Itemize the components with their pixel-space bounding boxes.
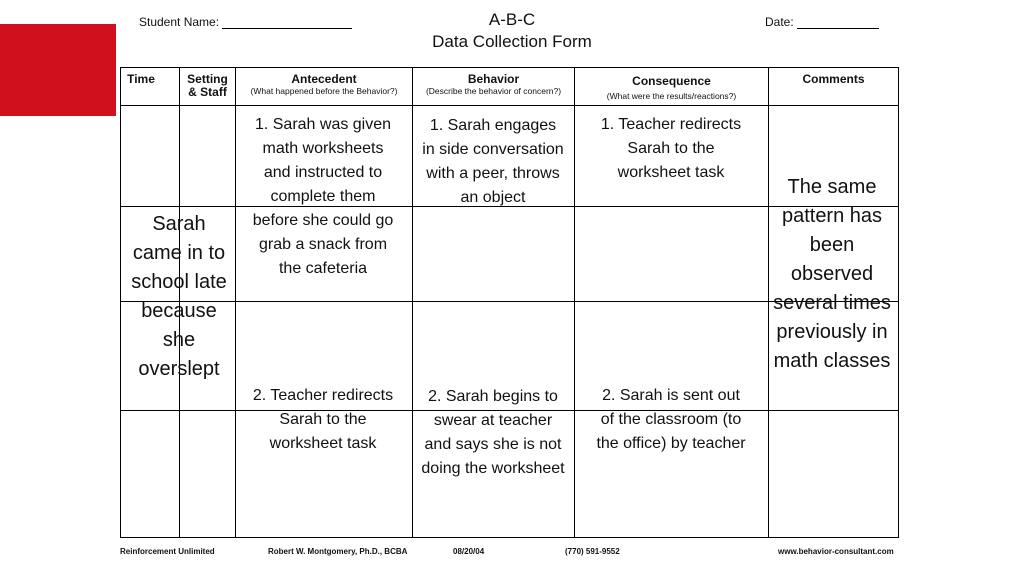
grid-line <box>120 537 899 538</box>
col-header-setting-line1: Setting <box>187 72 228 86</box>
consequence-entry-2: 2. Sarah is sent out of the classroom (to the office) by teacher <box>596 387 746 452</box>
behavior-entry-2: 2. Sarah begins to swear at teacher and says she is not doing the worksheet <box>421 388 565 477</box>
col-header-consequence <box>575 75 768 102</box>
col-header-comments: Comments <box>802 72 865 86</box>
col-header-antecedent-sub: (What happened before the Behavior?) <box>250 86 398 96</box>
col-header-behavior-sub: (Describe the behavior of concern?) <box>425 86 562 96</box>
col-header-behavior <box>413 73 574 97</box>
form-subtitle: Data Collection Form <box>432 32 592 51</box>
grid-line <box>120 105 899 106</box>
grid-line <box>235 67 236 538</box>
form-title: A-B-C <box>488 10 536 29</box>
behavior-entry-1: 1. Sarah engages in side conversation with a peer, throws an object <box>422 117 564 206</box>
footer-org: Reinforcement Unlimited <box>120 547 215 556</box>
date-label: Date: <box>765 15 794 29</box>
consequence-entry-1: 1. Teacher redirects Sarah to the worksheet task <box>600 116 742 181</box>
date-line <box>797 16 879 29</box>
col-header-antecedent-title: Antecedent <box>291 72 357 86</box>
date-field <box>765 15 879 29</box>
col-header-time: Time <box>127 72 155 86</box>
grid-line <box>120 67 121 538</box>
student-name-label: Student Name: <box>139 15 220 29</box>
grid-line <box>768 67 769 538</box>
footer-date: 08/20/04 <box>453 547 485 556</box>
grid-line <box>898 67 899 538</box>
antecedent-entry-2: 2. Teacher redirects Sarah to the worksheet task <box>252 387 394 452</box>
grid-line <box>120 67 899 68</box>
col-header-consequence-title: Consequence <box>632 74 711 88</box>
col-header-behavior-title: Behavior <box>467 72 520 86</box>
setting-note: Sarah came in to school late because she overslept <box>131 213 227 380</box>
col-header-setting <box>180 73 235 99</box>
footer-phone: (770) 591-9552 <box>565 547 620 556</box>
antecedent-entry-1: 1. Sarah was given math worksheets and instructed to complete them before she could go grab a snack from the cafeteria <box>252 116 394 277</box>
grid-line <box>574 67 575 538</box>
col-header-antecedent <box>236 73 412 97</box>
footer-author: Robert W. Montgomery, Ph.D., BCBA <box>268 547 408 556</box>
grid-line <box>412 67 413 538</box>
col-header-setting-line2: & Staff <box>188 85 227 99</box>
footer-website: www.behavior-consultant.com <box>778 547 894 556</box>
comments-entry: The same pattern has been observed several times previously in math classes <box>773 176 891 372</box>
col-header-consequence-sub: (What were the results/reactions?) <box>606 91 737 101</box>
